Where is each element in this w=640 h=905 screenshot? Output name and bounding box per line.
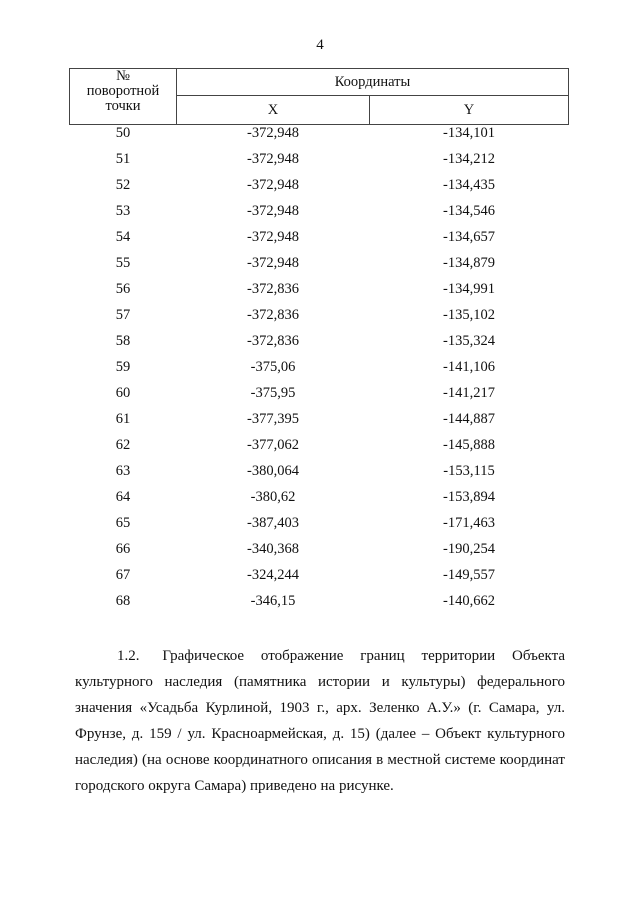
x-coordinate-cell: -372,948	[247, 229, 299, 245]
point-number-cell: 54	[115, 229, 131, 245]
y-coordinate-cell: -135,102	[443, 307, 495, 323]
y-coordinate-cell: -134,657	[443, 229, 495, 245]
point-number-cell: 59	[115, 359, 131, 375]
y-coordinate-cell: -134,101	[443, 125, 495, 141]
y-coordinate-cell: -190,254	[443, 541, 495, 557]
y-coordinate-cell: -149,557	[443, 567, 495, 583]
x-coordinate-cell: -387,403	[247, 515, 299, 531]
table-row	[70, 385, 569, 411]
x-coordinate-cell: -372,948	[247, 177, 299, 193]
table-row	[70, 463, 569, 489]
x-coordinate-cell: -324,244	[247, 567, 299, 583]
y-coordinate-cell: -140,662	[443, 593, 495, 609]
table-row	[70, 177, 569, 203]
point-number-cell: 57	[115, 307, 131, 323]
x-coordinate-cell: -375,06	[250, 359, 296, 375]
x-coordinate-cell: -372,948	[247, 125, 299, 141]
point-number-cell: 56	[115, 281, 131, 297]
x-coordinate-cell: -375,95	[250, 385, 296, 401]
y-coordinate-cell: -145,888	[443, 437, 495, 453]
point-number-cell: 53	[115, 203, 131, 219]
coordinates-header: Координаты	[177, 69, 569, 96]
point-number-header-line: точки	[105, 98, 141, 114]
point-number-cell: 60	[115, 385, 131, 401]
point-number-cell: 64	[115, 489, 131, 505]
x-coordinate-cell: -372,836	[247, 307, 299, 323]
coordinates-table	[69, 68, 569, 619]
paragraph-number: 1.2.	[117, 648, 140, 664]
x-coordinate-cell: -377,395	[247, 411, 299, 427]
x-coordinate-cell: -380,064	[247, 463, 299, 479]
y-column-header: Y	[370, 96, 569, 125]
table-row	[70, 307, 569, 333]
x-coordinate-cell: -380,62	[250, 489, 296, 505]
y-coordinate-cell: -134,546	[443, 203, 495, 219]
table-row	[70, 411, 569, 437]
point-number-cell: 63	[115, 463, 131, 479]
table-row	[70, 333, 569, 359]
table-row	[70, 541, 569, 567]
x-coordinate-cell: -372,948	[247, 255, 299, 271]
x-coordinate-cell: -346,15	[250, 593, 296, 609]
x-coordinate-cell: -377,062	[247, 437, 299, 453]
point-number-cell: 67	[115, 567, 131, 583]
table-row	[70, 203, 569, 229]
x-coordinate-cell: -340,368	[247, 541, 299, 557]
table-row	[70, 437, 569, 463]
table-row	[70, 229, 569, 255]
x-column-header: X	[177, 96, 370, 125]
y-coordinate-cell: -134,435	[443, 177, 495, 193]
x-coordinate-cell: -372,948	[247, 203, 299, 219]
point-number-cell: 61	[115, 411, 131, 427]
y-coordinate-cell: -134,212	[443, 151, 495, 167]
point-number-header-line: №	[116, 68, 130, 84]
y-coordinate-cell: -141,106	[443, 359, 495, 375]
table-row	[70, 255, 569, 281]
point-number-cell: 52	[115, 177, 131, 193]
y-coordinate-cell: -153,115	[443, 463, 495, 479]
table-row	[70, 567, 569, 593]
coordinates-table-body	[70, 125, 569, 620]
point-number-cell: 66	[115, 541, 131, 557]
point-number-cell: 51	[115, 151, 131, 167]
table-row	[70, 359, 569, 385]
point-number-header	[70, 69, 177, 125]
point-number-cell: 55	[115, 255, 131, 271]
y-coordinate-cell: -153,894	[443, 489, 495, 505]
point-number-cell: 65	[115, 515, 131, 531]
paragraph-text: Графическое отображение границ территории Объекта культурного наследия (памятника истории и культуры) федерального значения «Усадьба Курлиной, 1903 г., арх. Зеленко А.У.» (г. Самара, ул. Фрунзе, д. 159 / ул. Красноармейская, д. 15) (далее – Объект культурного наследия) (на основе координатного описания в местной системе координат городского округа Самара) приведено на рисунке.	[75, 648, 565, 794]
table-row	[70, 281, 569, 307]
y-coordinate-cell: -141,217	[443, 385, 495, 401]
y-coordinate-cell: -171,463	[443, 515, 495, 531]
y-coordinate-cell: -134,991	[443, 281, 495, 297]
table-row	[70, 515, 569, 541]
table-row	[70, 489, 569, 515]
point-number-header-line: поворотной	[86, 83, 160, 99]
point-number-cell: 62	[115, 437, 131, 453]
y-coordinate-cell: -134,879	[443, 255, 495, 271]
x-coordinate-cell: -372,948	[247, 151, 299, 167]
table-row	[70, 151, 569, 177]
point-number-cell: 68	[115, 593, 131, 609]
point-number-cell: 50	[115, 125, 131, 141]
x-coordinate-cell: -372,836	[247, 281, 299, 297]
table-row	[70, 125, 569, 152]
point-number-cell: 58	[115, 333, 131, 349]
section-paragraph	[75, 643, 565, 799]
x-coordinate-cell: -372,836	[247, 333, 299, 349]
y-coordinate-cell: -135,324	[443, 333, 495, 349]
y-coordinate-cell: -144,887	[443, 411, 495, 427]
table-row	[70, 593, 569, 619]
page-number: 4	[316, 37, 324, 53]
